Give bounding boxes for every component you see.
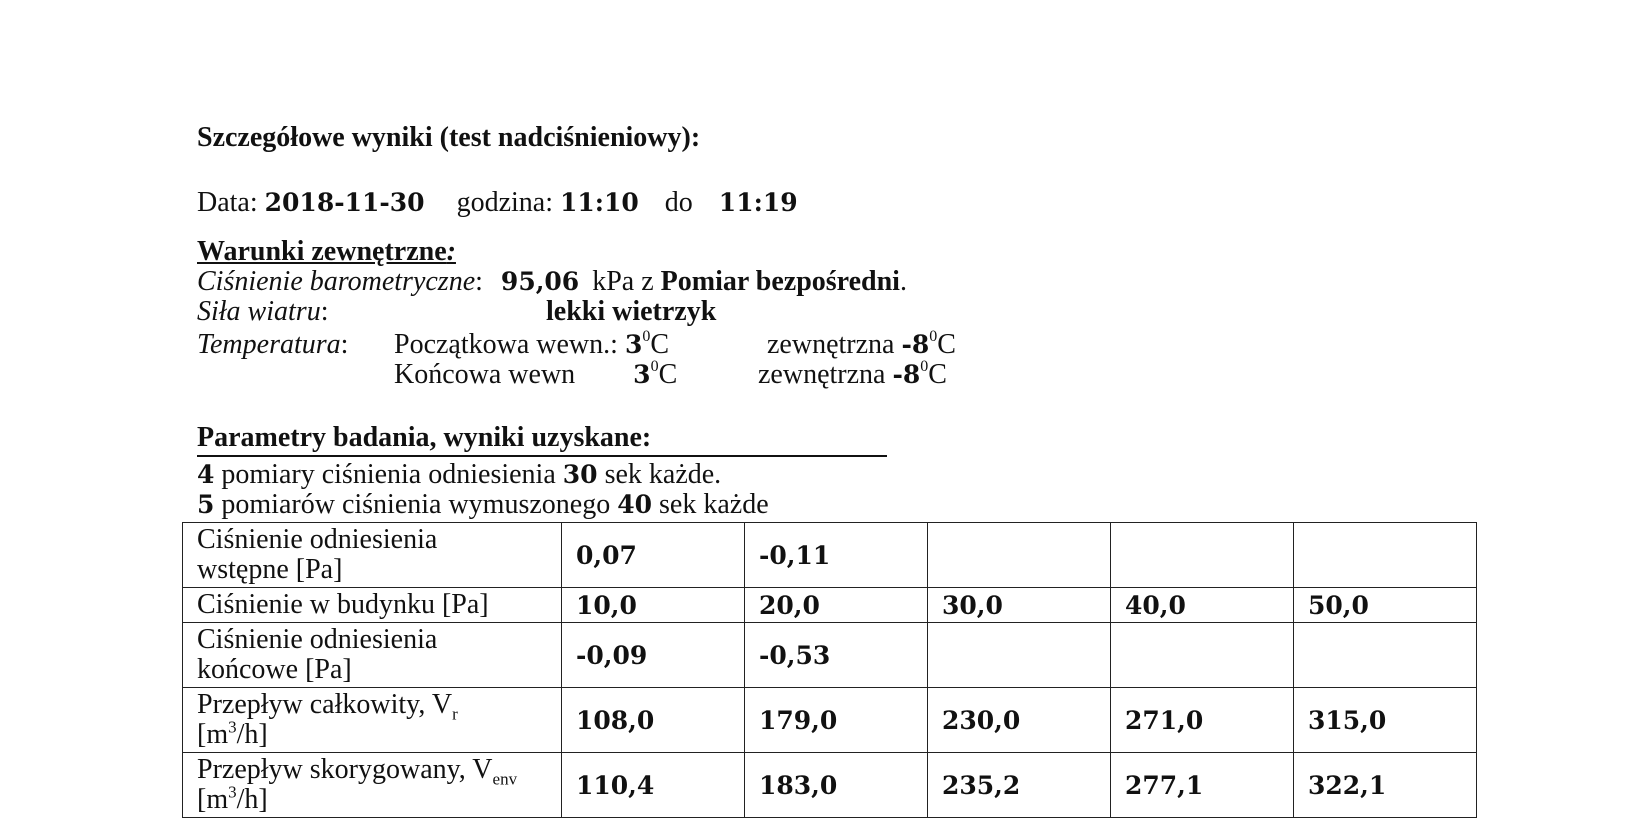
- table-cell: -0,53: [745, 623, 928, 688]
- row-label-line-2: wstępne [Pa]: [197, 554, 343, 585]
- forced-text: pomiarów ciśnienia wymuszonego: [221, 489, 611, 520]
- external-label: zewnętrzna: [758, 359, 886, 390]
- initial-inside-value: 3: [624, 330, 643, 359]
- params-title: Parametry badania, wyniki uzyskane:: [197, 422, 652, 453]
- celsius-unit: C: [937, 329, 956, 360]
- table-cell: 277,1: [1111, 753, 1294, 818]
- params-line-1: [197, 460, 721, 490]
- final-inside-label: Końcowa wewn: [394, 359, 576, 390]
- params-title-underline: [197, 455, 887, 457]
- table-cell: 110,4: [562, 753, 745, 818]
- pressure-source: Pomiar bezpośredni: [660, 266, 900, 297]
- table-cell: 271,0: [1111, 688, 1294, 753]
- table-cell: 10,0: [562, 588, 745, 623]
- reference-count: 4: [197, 460, 215, 489]
- table-cell: 20,0: [745, 588, 928, 623]
- row-label-line-1: Ciśnienie odniesienia: [197, 624, 438, 655]
- pressure-unit: kPa z: [592, 266, 654, 297]
- table-cell: -0,11: [745, 523, 928, 588]
- table-cell: 50,0: [1294, 588, 1477, 623]
- table-row: [183, 523, 1477, 588]
- hour-label: godzina:: [456, 187, 553, 218]
- conditions-title: [197, 237, 456, 267]
- celsius-unit: C: [650, 329, 670, 360]
- table-cell: 0,07: [562, 523, 745, 588]
- initial-outside-temperature: [767, 327, 956, 360]
- table-cell: [1294, 623, 1477, 688]
- degree-sign: 0: [642, 327, 651, 345]
- celsius-unit: C: [928, 359, 947, 390]
- table-cell: 230,0: [928, 688, 1111, 753]
- row-label-unit: [m: [197, 719, 229, 750]
- final-inside-value: 3: [633, 360, 651, 389]
- external-label: zewnętrzna: [767, 329, 895, 360]
- table-cell: 108,0: [562, 688, 745, 753]
- table-cell: 179,0: [745, 688, 928, 753]
- table-cell: 235,2: [928, 753, 1111, 818]
- celsius-unit: C: [658, 359, 678, 390]
- pressure-value: 95,06: [500, 267, 580, 296]
- degree-sign: 0: [650, 357, 659, 375]
- forced-seconds: 40: [617, 490, 653, 519]
- table-row: [183, 588, 1477, 623]
- table-cell: [928, 623, 1111, 688]
- row-label-unit: [m: [197, 784, 229, 815]
- table-row: [183, 753, 1477, 818]
- forced-count: 5: [197, 490, 215, 519]
- row-label-line-1: Przepływ skorygowany, V: [197, 754, 493, 785]
- row-label-line-1: Ciśnienie odniesienia: [197, 524, 438, 555]
- pressure-label: Ciśnienie barometryczne: [197, 266, 476, 297]
- table-cell: 30,0: [928, 588, 1111, 623]
- row-label-line-1: Przepływ całkowity, V: [197, 689, 453, 720]
- row-label-unit-tail: /h]: [236, 784, 268, 815]
- table-cell: 183,0: [745, 753, 928, 818]
- degree-sign: 0: [920, 357, 929, 375]
- initial-outside-value: -8: [901, 330, 930, 359]
- final-outside-temperature: [758, 357, 947, 390]
- final-temperature: [394, 357, 678, 390]
- row-label: [183, 753, 562, 818]
- wind-line: Siła wiatru:: [197, 296, 329, 327]
- table-cell: -0,09: [562, 623, 745, 688]
- table-row: [183, 623, 1477, 688]
- forced-tail: sek każde: [659, 489, 769, 520]
- reference-seconds: 30: [562, 460, 598, 489]
- row-label-superscript: 3: [228, 782, 237, 802]
- wind-value: lekki wietrzyk: [546, 296, 717, 327]
- pressure-line: Ciśnienie barometryczne: 95,06 kPa z Pomiar bezpośredni.: [197, 266, 907, 297]
- table-cell: 315,0: [1294, 688, 1477, 753]
- temperature-label-line: Temperatura:: [197, 329, 349, 360]
- params-line-2: [197, 490, 769, 520]
- start-time: 11:10: [559, 188, 639, 217]
- table-row: [183, 688, 1477, 753]
- conditions-title-colon: :: [446, 236, 456, 267]
- table-cell: 40,0: [1111, 588, 1294, 623]
- date-value: 2018-11-30: [264, 188, 425, 217]
- table-cell: [1294, 523, 1477, 588]
- row-label: [183, 688, 562, 753]
- row-label-subscript: env: [492, 769, 518, 789]
- final-outside-value: -8: [892, 360, 921, 389]
- date-label: Data:: [197, 187, 258, 218]
- table-cell: [928, 523, 1111, 588]
- temperature-label: Temperatura: [197, 329, 341, 360]
- initial-inside-label: Początkowa wewn.:: [394, 329, 618, 360]
- row-label-unit-tail: /h]: [236, 719, 268, 750]
- reference-tail: sek każde.: [604, 459, 722, 490]
- results-table: [182, 522, 1477, 818]
- table-cell: [1111, 523, 1294, 588]
- row-label: Ciśnienie w budynku [Pa]: [183, 588, 562, 623]
- table-cell: 322,1: [1294, 753, 1477, 818]
- row-label: [183, 623, 562, 688]
- row-label-superscript: 3: [228, 717, 237, 737]
- end-time: 11:19: [718, 188, 798, 217]
- date-line: [197, 188, 798, 218]
- table-cell: [1111, 623, 1294, 688]
- degree-sign: 0: [929, 327, 938, 345]
- page-title: Szczegółowe wyniki (test nadciśnieniowy):: [197, 122, 701, 153]
- wind-label: Siła wiatru: [197, 296, 321, 327]
- conditions-title-text: Warunki zewnętrzne: [197, 236, 447, 267]
- row-label-subscript: r: [452, 704, 458, 724]
- initial-temperature: [394, 327, 670, 360]
- row-label: [183, 523, 562, 588]
- row-label-line-2: końcowe [Pa]: [197, 654, 352, 685]
- to-label: do: [664, 187, 693, 218]
- reference-text: pomiary ciśnienia odniesienia: [221, 459, 556, 490]
